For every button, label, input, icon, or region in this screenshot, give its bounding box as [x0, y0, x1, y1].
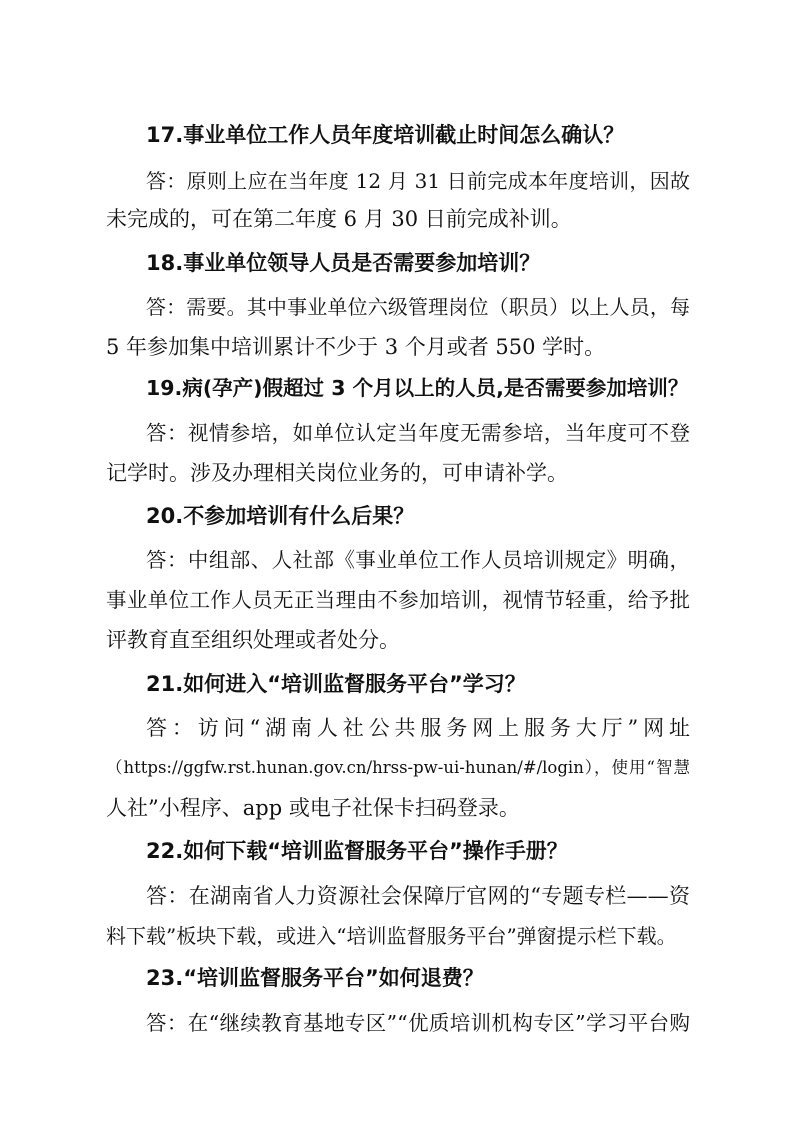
answer-21-line-2: （https://ggfw.rst.hunan.gov.cn/hrss-pw-ui-hunan/#/login），使用“智慧 — [106, 758, 690, 777]
answer-20-line-3: 评教育直至组织处理或者处分。 — [106, 628, 400, 652]
answer-21-line-3: 人社”小程序、app 或电子社保卡扫码登录。 — [106, 796, 520, 820]
question-21: 21.如何进入“培训监督服务平台”学习？ — [146, 672, 526, 696]
answer-19-line-1: 答：视情参培，如单位认定当年度无需参培，当年度可不登 — [146, 421, 690, 445]
answer-17-line-2: 未完成的，可在第二年度 6 月 30 日前完成补训。 — [106, 207, 572, 231]
answer-23-line-1: 答：在“继续教育基地专区”“优质培训机构专区”学习平台购 — [146, 1011, 690, 1035]
question-22: 22.如何下载“培训监督服务平台”操作手册？ — [146, 839, 568, 863]
answer-18-line-1: 答：需要。其中事业单位六级管理岗位（职员）以上人员，每 — [146, 295, 690, 319]
question-23: 23.“培训监督服务平台”如何退费？ — [146, 966, 484, 990]
answer-20-line-1: 答：中组部、人社部《事业单位工作人员培训规定》明确， — [146, 548, 690, 572]
answer-18-line-2: 5 年参加集中培训累计不少于 3 个月或者 550 学时。 — [106, 335, 606, 359]
answer-19-line-2: 记学时。涉及办理相关岗位业务的，可申请补学。 — [106, 461, 568, 485]
question-20: 20.不参加培训有什么后果？ — [146, 504, 415, 528]
answer-22-line-1: 答：在湖南省人力资源社会保障厅官网的“专题专栏——资 — [146, 884, 690, 908]
answer-21-line-1: 答：访问“湖南人社公共服务网上服务大厅”网址 — [146, 716, 690, 740]
answer-17-line-1: 答：原则上应在当年度 12 月 31 日前完成本年度培训，因故 — [146, 169, 690, 193]
answer-20-line-2: 事业单位工作人员无正当理由不参加培训，视情节轻重，给予批 — [106, 588, 690, 612]
answer-22-line-2: 料下载”板块下载，或进入“培训监督服务平台”弹窗提示栏下载。 — [106, 924, 677, 948]
question-17: 17.事业单位工作人员年度培训截止时间怎么确认？ — [146, 123, 625, 147]
question-18: 18.事业单位领导人员是否需要参加培训？ — [146, 251, 541, 275]
question-19: 19.病(孕产)假超过 3 个月以上的人员,是否需要参加培训？ — [146, 376, 689, 400]
